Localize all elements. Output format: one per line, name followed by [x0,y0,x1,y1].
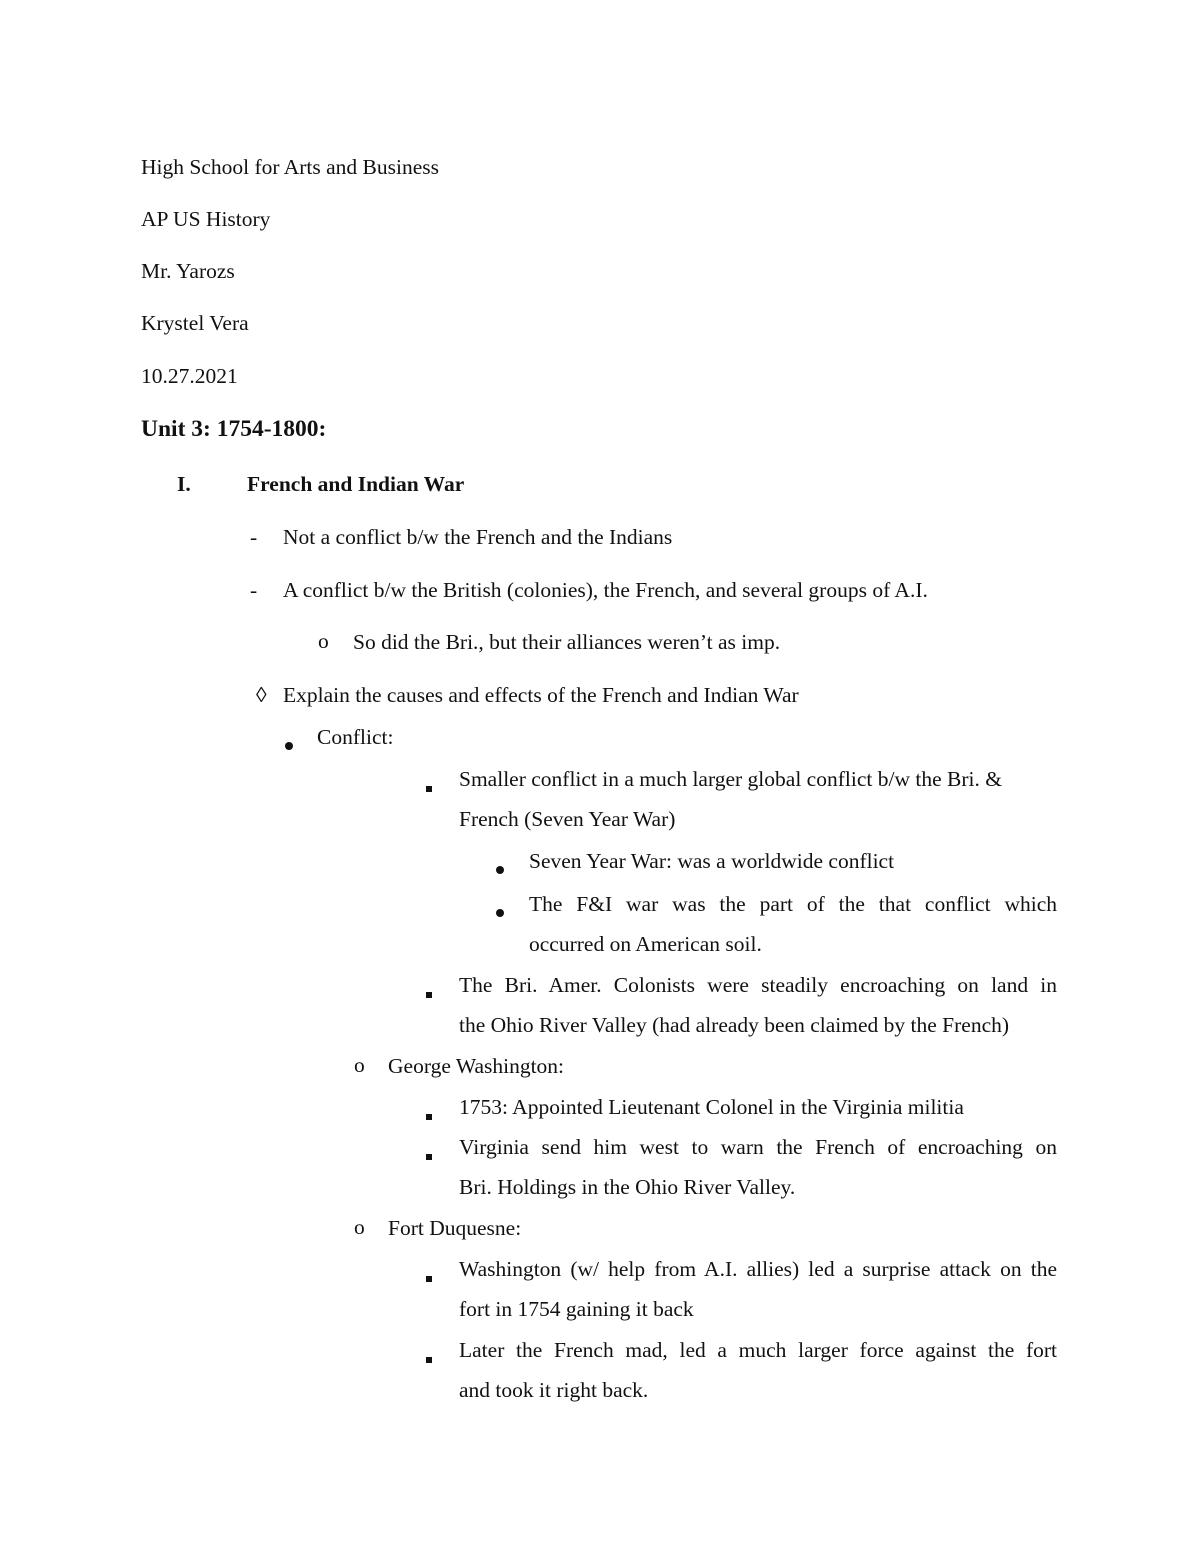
square-bullet-icon [426,1346,432,1368]
list-item: So did the Bri., but their alliances weren’t as imp. [353,630,781,654]
bullet-icon [496,900,504,922]
list-item: The Bri. Amer. Colonists were steadily encroaching on land in [459,973,1057,997]
square-bullet-icon [426,1143,432,1165]
square-bullet-icon [426,775,432,797]
teacher-name: Mr. Yarozs [141,259,235,283]
list-item: Not a conflict b/w the French and the Indians [283,525,673,549]
list-item: The F&I war was the part of the that conflict which [529,892,1057,916]
square-bullet-icon [426,981,432,1003]
student-name: Krystel Vera [141,311,249,335]
bullet-icon [496,857,504,879]
list-item: Smaller conflict in a much larger global conflict b/w the Bri. & [459,767,1002,791]
course-name: AP US History [141,207,271,231]
section-number: I. [177,472,191,496]
list-item-continuation: and took it right back. [459,1378,649,1402]
fd-label: Fort Duquesne: [388,1216,522,1240]
circle-bullet-marker: o [318,629,329,653]
list-item-continuation: occurred on American soil. [529,932,762,956]
list-item: A conflict b/w the British (colonies), the French, and several groups of A.I. [283,578,928,602]
list-item: 1753: Appointed Lieutenant Colonel in the Virginia militia [459,1095,964,1119]
bullet-icon [285,733,293,755]
dash-marker: - [250,525,258,549]
list-item-continuation: Bri. Holdings in the Ohio River Valley. [459,1175,796,1199]
list-item-continuation: the Ohio River Valley (had already been claimed by the French) [459,1013,1010,1037]
dash-marker: - [250,578,258,602]
list-item: Virginia send him west to warn the French of encroaching on [459,1135,1057,1159]
prompt-text: Explain the causes and effects of the French and Indian War [283,683,799,707]
list-item: Seven Year War: was a worldwide conflict [529,849,895,873]
square-bullet-icon [426,1265,432,1287]
section-title: French and Indian War [247,472,465,496]
date: 10.27.2021 [141,364,238,388]
list-item-continuation: French (Seven Year War) [459,807,676,831]
list-item: Washington (w/ help from A.I. allies) led a surprise attack on the [459,1257,1057,1281]
school-name: High School for Arts and Business [141,155,440,179]
gw-label: George Washington: [388,1054,565,1078]
circle-bullet-marker: o [354,1053,365,1077]
conflict-label: Conflict: [317,725,394,749]
square-bullet-icon [426,1103,432,1125]
unit-title: Unit 3: 1754-1800: [141,416,327,442]
list-item-continuation: fort in 1754 gaining it back [459,1297,694,1321]
diamond-icon: ◊ [256,683,267,707]
circle-bullet-marker: o [354,1215,365,1239]
list-item: Later the French mad, led a much larger force against the fort [459,1338,1057,1362]
